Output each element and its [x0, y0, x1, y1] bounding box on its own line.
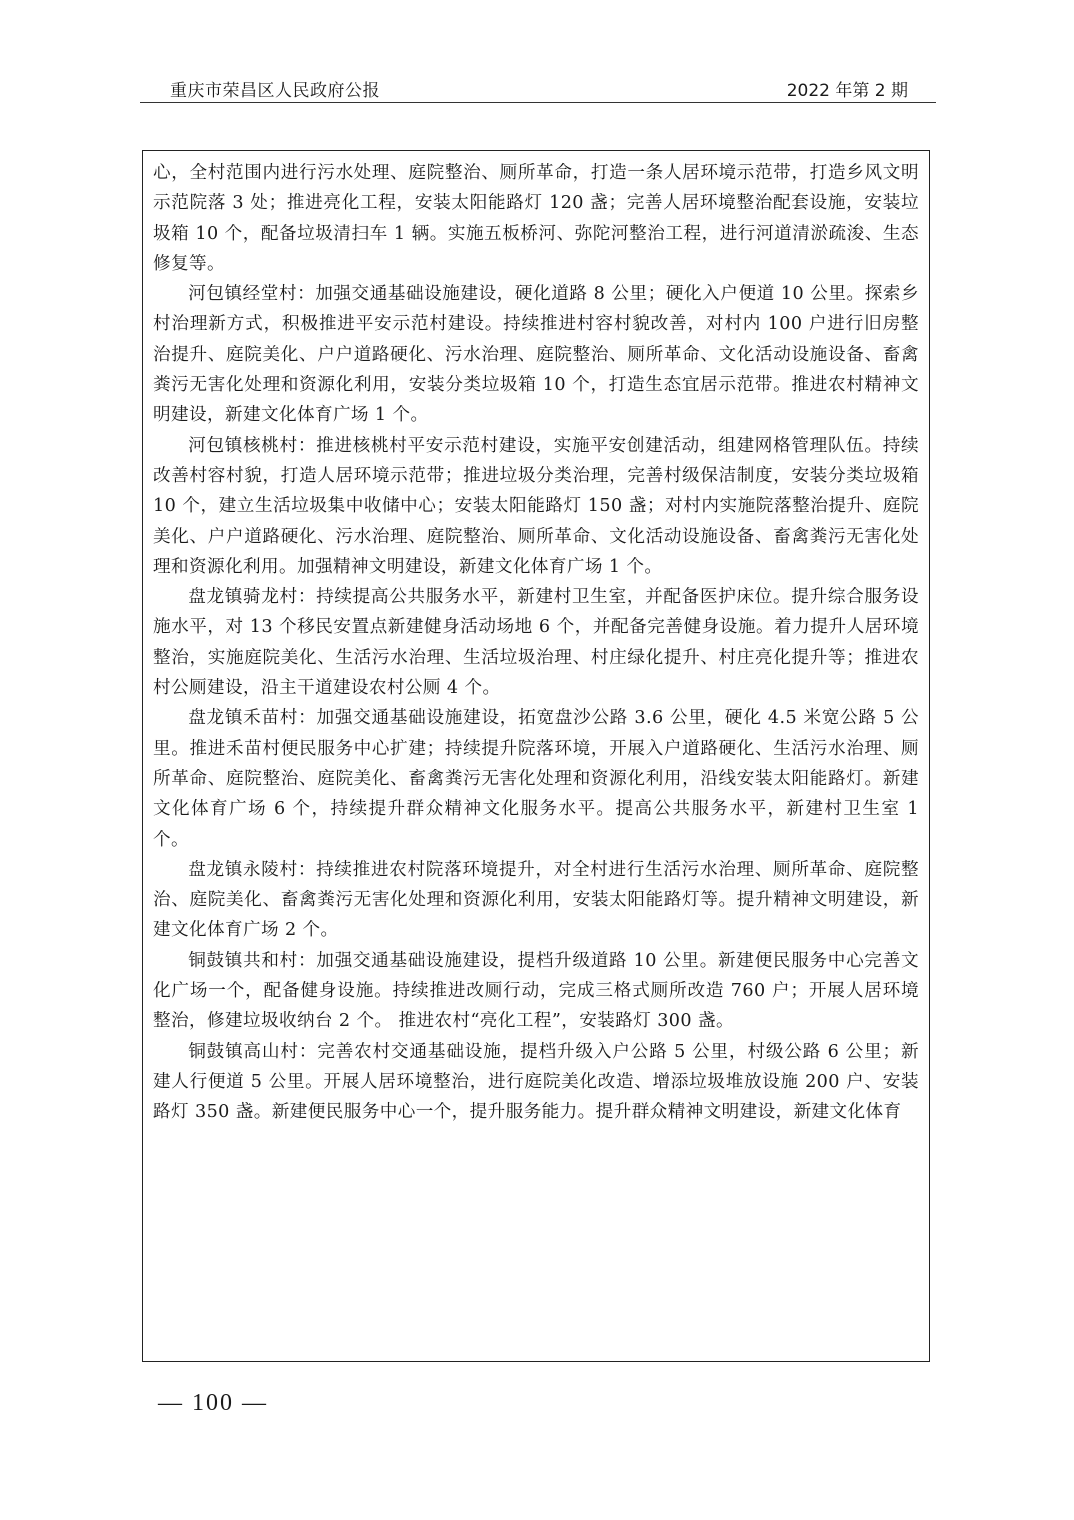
paragraph-continued: 心，全村范围内进行污水处理、庭院整治、厕所革命，打造一条人居环境示范带，打造乡风文明示范院落 3 处；推进亮化工程，安装太阳能路灯 120 盏；完善人居环境整治配套设施，安装垃圾箱 10 个，配备垃圾清扫车 1 辆。实施五板桥河、弥陀河整治工程，进行河道清淤疏浚、生态修复等。 [153, 163, 919, 274]
issue-number: 2022 年第 2 期 [786, 81, 908, 101]
publication-title: 重庆市荣昌区人民政府公报 [170, 81, 380, 101]
paragraph-qilong-village: 盘龙镇骑龙村：持续提高公共服务水平，新建村卫生室，并配备医护床位。提升综合服务设施水平，对 13 个移民安置点新建健身活动场地 6 个，并配备完善健身设施。着力提升人居环境整治，实施庭院美化、生活污水治理、生活垃圾治理、村庄绿化提升、村庄亮化提升等；推进农村公厕建设，沿主干道建设农村公厕 4 个。 [153, 587, 919, 699]
paragraph-yongling-village: 盘龙镇永陵村：持续推进农村院落环境提升，对全村进行生活污水治理、厕所革命、庭院整治、庭院美化、畜禽粪污无害化处理和资源化利用，安装太阳能路灯等。提升精神文明建设，新建文化体育广场 2 个。 [153, 859, 919, 941]
paragraph-gaoshan-village: 铜鼓镇高山村：完善农村交通基础设施，提档升级入户公路 5 公里，村级公路 6 公里；新建人行便道 5 公里。开展人居环境整治，进行庭院美化改造、增添垃圾堆放设施 200 户、安装路灯 350 盏。新建便民服务中心一个，提升服务能力。提升群众精神文明建设，新建文化体育 [153, 1041, 919, 1123]
content-frame [142, 150, 930, 1362]
page-header [140, 76, 936, 103]
paragraph-hemiao-village: 盘龙镇禾苗村：加强交通基础设施建设，拓宽盘沙公路 3.6 公里，硬化 4.5 米宽公路 5 公里。推进禾苗村便民服务中心扩建；持续提升院落环境，开展入户道路硬化、生活污水治理、厕所革命、庭院整治、庭院美化、畜禽粪污无害化处理和资源化利用，沿线安装太阳能路灯。新建文化体育广场 6 个，持续提升群众精神文化服务水平。提高公共服务水平，新建村卫生室 1 个。 [153, 708, 919, 850]
paragraph-jingtang-village: 河包镇经堂村：加强交通基础设施建设，硬化道路 8 公里；硬化入户便道 10 公里。探索乡村治理新方式，积极推进平安示范村建设。持续推进村容村貌改善，对村内 100 户进行旧房整治提升、庭院美化、户户道路硬化、污水治理、庭院整治、厕所革命、文化活动设施设备、畜禽粪污无害化处理和资源化利用，安装分类垃圾箱 10 个，打造生态宜居示范带。推进农村精神文明建设，新建文化体育广场 1 个。 [153, 284, 919, 426]
paragraph-hetao-village: 河包镇核桃村：推进核桃村平安示范村建设，实施平安创建活动，组建网格管理队伍。持续改善村容村貌，打造人居环境示范带；推进垃圾分类治理，完善村级保洁制度，安装分类垃圾箱 10 个，建立生活垃圾集中收储中心；安装太阳能路灯 150 盏；对村内实施院落整治提升、庭院美化、户户道路硬化、污水治理、庭院整治、厕所革命、文化活动设施设备、畜禽粪污无害化处理和资源化利用。加强精神文明建设，新建文化体育广场 1 个。 [153, 435, 919, 577]
paragraph-gonghe-village: 铜鼓镇共和村：加强交通基础设施建设，提档升级道路 10 公里。新建便民服务中心完善文化广场一个，配备健身设施。持续推进改厕行动，完成三格式厕所改造 760 户；开展人居环境整治，修建垃圾收纳台 2 个。 推进农村“亮化工程”，安装路灯 300 盏。 [153, 950, 919, 1032]
page-number: — 100 — [158, 1390, 268, 1416]
